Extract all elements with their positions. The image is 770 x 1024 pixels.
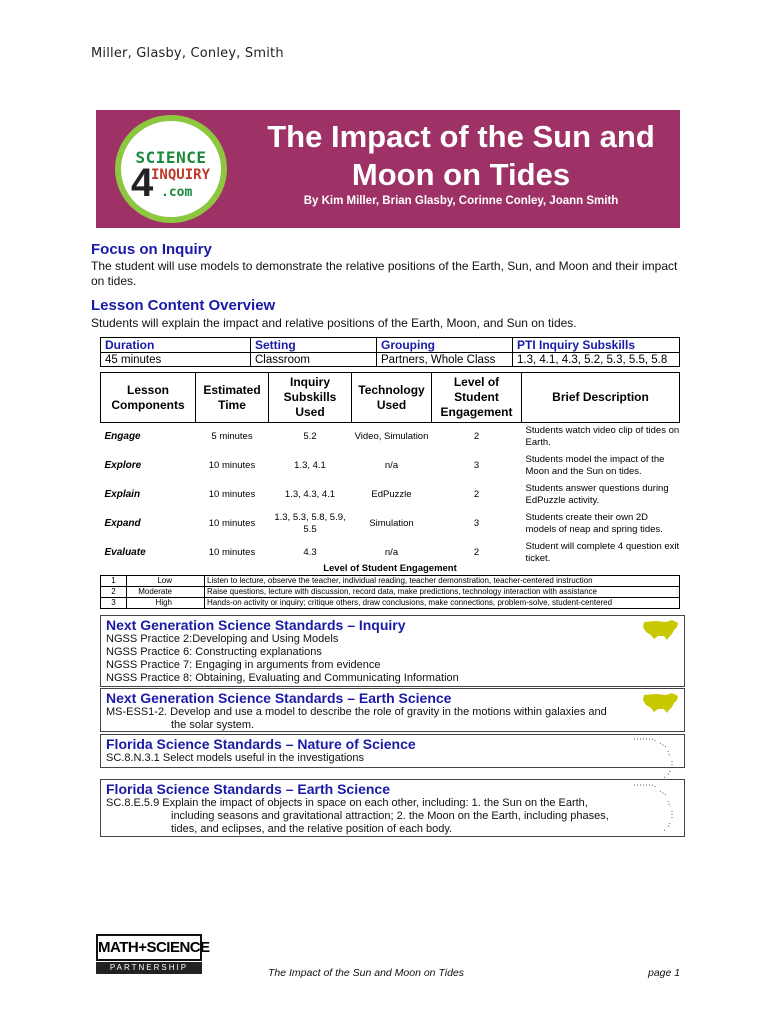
- lesson-header-components: Lesson Components: [101, 373, 196, 423]
- engagement-cell: Low: [127, 576, 205, 587]
- msp-logo-bottom: PARTNERSHIP: [96, 962, 202, 974]
- logo-inquiry-text: INQUIRY: [151, 167, 211, 183]
- standards-line: SC.8.N.3.1 Select models useful in the investigations: [106, 752, 365, 764]
- lesson-cell: 2: [473, 431, 480, 443]
- lesson-cell: Students create their own 2D models of neap and spring tides.: [525, 512, 663, 535]
- lesson-cell: EdPuzzle: [371, 489, 412, 500]
- engagement-table: [100, 575, 680, 609]
- lesson-cell: 1.3, 4.3, 4.1: [284, 489, 336, 500]
- lesson-cell: Students model the impact of the Moon and the Sun on tides.: [525, 454, 665, 477]
- page-title-line1: The Impact of the Sun and: [267, 119, 655, 154]
- overview-value-subskills: 1.3, 4.1, 4.3, 5.2, 5.3, 5.5, 5.8: [513, 353, 680, 367]
- table-row: [101, 598, 680, 609]
- math-science-partnership-logo: [96, 934, 210, 974]
- standards-heading: Next Generation Science Standards – Inquiry: [106, 617, 406, 633]
- lesson-cell: n/a: [384, 460, 399, 471]
- overview-value-duration: 45 minutes: [101, 353, 251, 367]
- lesson-cell: Students answer questions during EdPuzzle activity.: [525, 483, 669, 506]
- lesson-cell: 2: [473, 547, 480, 558]
- standards-ngss-earth: [100, 688, 685, 732]
- standards-heading: Florida Science Standards – Earth Science: [106, 781, 390, 797]
- standards-line: tides, and eclipses, and the relative position of each body.: [171, 823, 453, 835]
- page-title-line2: Moon on Tides: [351, 157, 571, 192]
- footer-title: The Impact of the Sun and Moon on Tides: [268, 967, 465, 979]
- lesson-cell: 10 minutes: [208, 460, 256, 471]
- lesson-cell: Expand: [104, 518, 141, 529]
- lesson-cell: 10 minutes: [208, 489, 256, 500]
- standards-line: NGSS Practice 8: Obtaining, Evaluating and Communicating Information: [106, 672, 459, 684]
- standards-line: including seasons and gravitational attraction; 2. the Moon on the Earth, including phases,: [171, 810, 609, 822]
- lesson-cell: 1.3, 4.1: [294, 460, 326, 471]
- standards-line: the solar system.: [171, 719, 255, 731]
- lesson-header-engagement: Level of Student Engagement: [432, 373, 522, 423]
- lesson-cell: 5.2: [303, 431, 317, 443]
- standards-line: NGSS Practice 2:Developing and Using Models: [106, 633, 339, 645]
- lesson-cell: 2: [473, 489, 480, 500]
- lesson-cell: n/a: [384, 547, 399, 558]
- standards-line: NGSS Practice 7: Engaging in arguments from evidence: [106, 659, 381, 671]
- lesson-components-table: [100, 372, 680, 568]
- byline: By Kim Miller, Brian Glasby, Corinne Conley, Joann Smith: [303, 195, 619, 207]
- table-row: [101, 576, 680, 587]
- florida-map-icon: [632, 783, 676, 833]
- engagement-cell: 1: [101, 576, 127, 587]
- lesson-header-subskills: Inquiry Subskills Used: [269, 373, 352, 423]
- engagement-cell: Listen to lecture, observe the teacher, individual reading, teacher demonstration, teacher-centered instruction: [205, 576, 680, 587]
- engagement-cell: 3: [101, 598, 127, 609]
- overview-value-grouping: Partners, Whole Class: [377, 353, 513, 367]
- table-row: [101, 452, 680, 481]
- overview-heading: Lesson Content Overview: [91, 297, 276, 314]
- standards-line: MS-ESS1-2. Develop and use a model to describe the role of gravity in the motions within galaxies and: [106, 706, 607, 718]
- table-row: [101, 423, 680, 452]
- engagement-cell: High: [127, 598, 205, 609]
- lesson-cell: 3: [473, 518, 480, 529]
- overview-header-subskills: PTI Inquiry Subskills: [513, 338, 680, 353]
- table-row: [101, 587, 680, 598]
- standards-line: SC.8.E.5.9 Explain the impact of objects in space on each other, including: 1. the Sun on the Earth,: [106, 797, 588, 809]
- lesson-cell: 10 minutes: [208, 547, 256, 558]
- engagement-cell: Hands-on activity or inquiry; critique others, draw conclusions, make connections, problem-solve, student-centered: [205, 598, 680, 609]
- lesson-cell: 10 minutes: [208, 518, 256, 529]
- lesson-cell: Student will complete 4 question exit ticket.: [525, 541, 680, 564]
- lesson-cell: 5 minutes: [211, 431, 253, 443]
- lesson-cell: Simulation: [369, 518, 414, 529]
- lesson-cell: 1.3, 5.3, 5.8, 5.9, 5.5: [274, 512, 346, 535]
- lesson-header-description: Brief Description: [522, 373, 680, 423]
- title-banner: [96, 110, 680, 228]
- logo-four-text: 4: [131, 161, 154, 205]
- science4inquiry-logo: [115, 115, 227, 223]
- standards-fl-nature: [100, 734, 685, 768]
- focus-heading: Focus on Inquiry: [91, 241, 212, 258]
- engagement-title: Level of Student Engagement: [323, 563, 457, 574]
- overview-header-grouping: Grouping: [377, 338, 513, 353]
- lesson-cell: Evaluate: [104, 547, 146, 558]
- standards-line: NGSS Practice 6: Constructing explanations: [106, 646, 322, 658]
- standards-fl-earth: [100, 779, 685, 837]
- engagement-cell: 2: [101, 587, 127, 598]
- lesson-cell: 3: [473, 460, 480, 471]
- lesson-cell: Explore: [104, 460, 142, 471]
- engagement-cell: Moderate: [127, 587, 205, 598]
- table-row: [101, 481, 680, 510]
- us-map-icon: [642, 691, 680, 715]
- page-number: page 1: [648, 967, 681, 979]
- lesson-header-time: Estimated Time: [196, 373, 269, 423]
- lesson-cell: Engage: [104, 431, 141, 443]
- logo-science-text: SCIENCE: [135, 148, 207, 167]
- lesson-header-technology: Technology Used: [352, 373, 432, 423]
- lesson-cell: Video, Simulation: [354, 431, 429, 443]
- overview-header-setting: Setting: [251, 338, 377, 353]
- us-map-icon: [642, 618, 680, 642]
- florida-map-icon: [632, 737, 676, 779]
- table-row: [101, 510, 680, 539]
- overview-table: [100, 337, 680, 367]
- lesson-cell: Students watch video clip of tides on Earth.: [525, 425, 680, 449]
- standards-ngss-inquiry: [100, 615, 685, 687]
- lesson-cell: Explain: [104, 489, 141, 500]
- standards-heading: Florida Science Standards – Nature of Science: [106, 736, 416, 752]
- engagement-cell: Raise questions, lecture with discussion, record data, make predictions, technology interaction with assistance: [205, 587, 680, 598]
- overview-value-setting: Classroom: [251, 353, 377, 367]
- overview-text: Students will explain the impact and relative positions of the Earth, Moon, and Sun on tides.: [91, 316, 577, 330]
- header-authors: Miller, Glasby, Conley, Smith: [91, 46, 284, 61]
- lesson-cell: 4.3: [303, 547, 317, 558]
- msp-logo-top: MATH+SCIENCE: [96, 934, 202, 961]
- overview-header-duration: Duration: [101, 338, 251, 353]
- focus-text: The student will use models to demonstrate the relative positions of the Earth, Sun, and Moon and their impact on tides.: [91, 259, 678, 288]
- standards-heading: Next Generation Science Standards – Earth Science: [106, 690, 452, 706]
- page-title: [246, 118, 676, 194]
- logo-com-text: .com: [161, 185, 193, 200]
